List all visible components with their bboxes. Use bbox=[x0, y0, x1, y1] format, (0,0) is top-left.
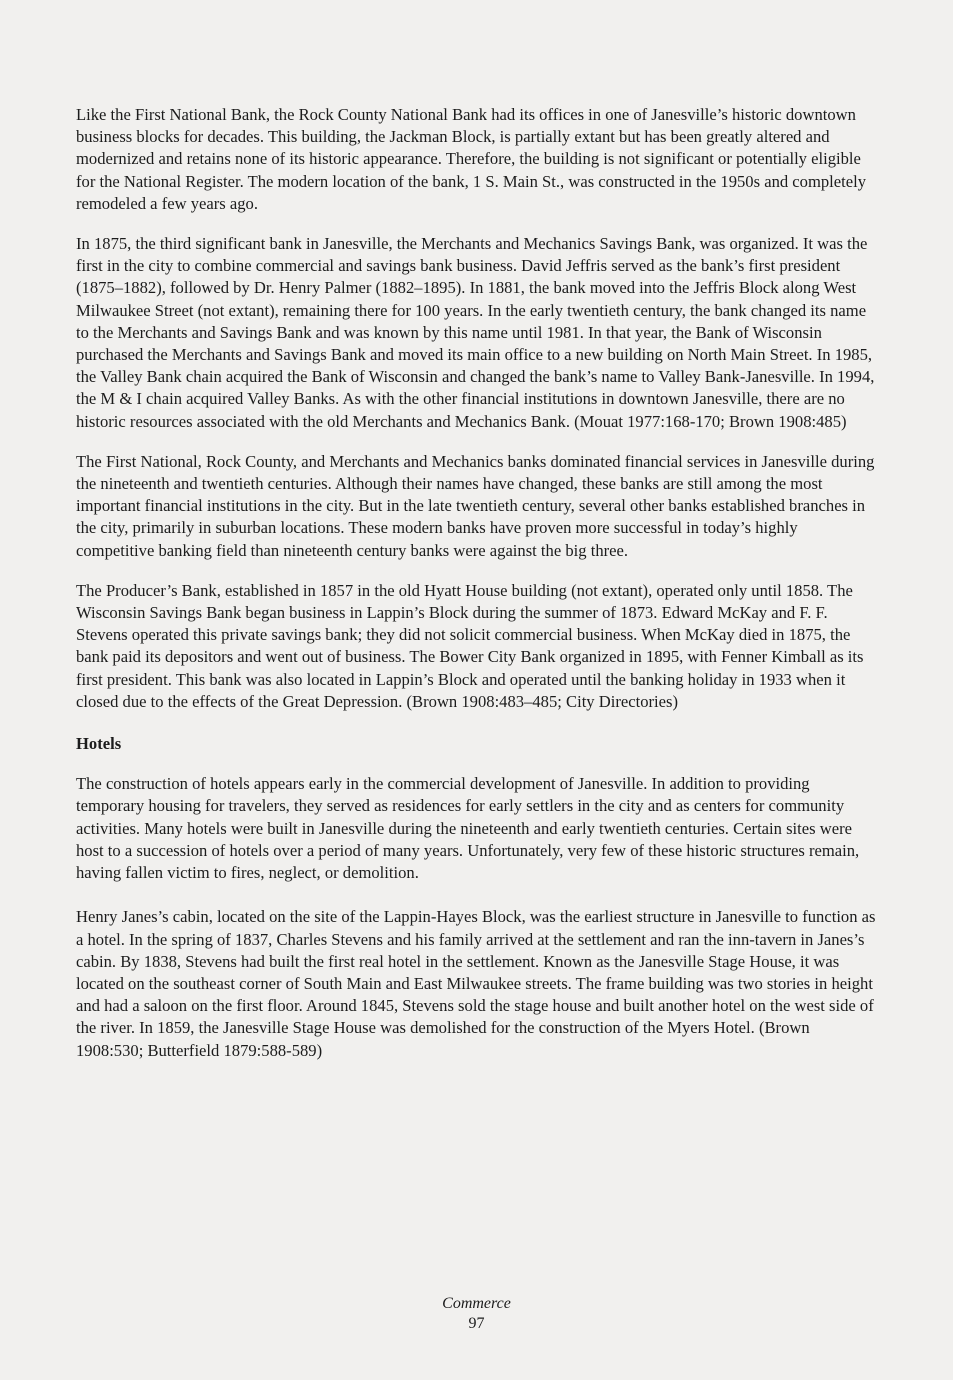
paragraph-rock-county-bank: Like the First National Bank, the Rock County National Bank had its offices in one of Janesville’s historic downtown business blocks for decades. This building, the Jackman Block, is partially extant but has been greatly altered and modernized and retains none of its historic appearance. Therefore, the building is not significant or potentially eligible for the National Register. The modern location of the bank, 1 S. Main St., was constructed in the 1950s and completely remodeled a few years ago. bbox=[76, 105, 867, 213]
paragraph-hotels-intro: The construction of hotels appears early in the commercial development of Janesville. In addition to providing temporary housing for travelers, they served as residences for early settlers in the city and as centers for community activities. Many hotels were built in Janesville during the nineteenth and early twentieth centuries. Certain sites were host to a succession of hotels over a period of many years. Unfortunately, very few of these historic structures remain, having fallen victim to fires, neglect, or demolition. bbox=[76, 774, 860, 883]
paragraph-merchants-mechanics-bank: In 1875, the third significant bank in Janesville, the Merchants and Mechanics Savings Bank, was organized. It was the first in the city to combine commercial and savings bank business. David Jeffris served as the bank’s first president (1875–1882), followed by Dr. Henry Palmer (1882–1895). In 1881, the bank moved into the Jeffris Block along West Milwaukee Street (not extant), remaining there for 100 years. In the early twentieth century, the bank changed its name to the Merchants and Savings Bank and was known by this name until 1981. In that year, the Bank of Wisconsin purchased the Merchants and Savings Bank and moved its main office to a new building on North Main Street. In 1985, the Valley Bank chain acquired the Bank of Wisconsin and changed the bank’s name to Valley Bank-Janesville. In 1994, the M & I chain acquired Valley Banks. As with the other financial institutions in downtown Janesville, there are no historic resources associated with the old Merchants and Mechanics Bank. (Mouat 1977:168-170; Brown 1908:485) bbox=[76, 234, 875, 431]
page-body bbox=[76, 104, 876, 1080]
page-number: 97 bbox=[468, 1315, 485, 1332]
paragraph-other-banks: The Producer’s Bank, established in 1857 in the old Hyatt House building (not extant), operated only until 1858. The Wisconsin Savings Bank began business in Lappin’s Block during the summer of 1873. Edward McKay and F. F. Stevens operated this private savings bank; they did not solicit commercial business. When McKay died in 1875, the bank paid its depositors and went out of business. The Bower City Bank organized in 1895, with Fenner Kimball as its first president. This bank was also located in Lappin’s Block and operated until the banking holiday in 1933 when it closed due to the effects of the Great Depression. (Brown 1908:483–485; City Directories) bbox=[76, 580, 864, 711]
paragraph-dominant-banks: The First National, Rock County, and Merchants and Mechanics banks dominated financial services in Janesville during the nineteenth and twentieth centuries. Although their names have changed, these banks are still among the most important financial institutions in the city. But in the late twentieth century, several other banks established branches in the city, primarily in suburban locations. These modern banks have proven more successful in today’s highly competitive banking field than nineteenth century banks were against the big three. bbox=[76, 451, 875, 560]
section-heading-hotels: Hotels bbox=[76, 734, 122, 754]
footer-section-title: Commerce bbox=[442, 1295, 511, 1312]
paragraph-janes-cabin: Henry Janes’s cabin, located on the site of the Lappin-Hayes Block, was the earliest structure in Janesville to function as a hotel. In the spring of 1837, Charles Stevens and his family arrived at the settlement and ran the inn-tavern in Janes’s cabin. By 1838, Stevens had built the first real hotel in the settlement. Known as the Janesville Stage House, it was located on the southeast corner of South Main and East Milwaukee streets. The frame building was two stories in height and had a saloon on the first floor. Around 1845, Stevens sold the stage house and built another hotel on the west side of the river. In 1859, the Janesville Stage House was demolished for the construction of the Myers Hotel. (Brown 1908:530; Butterfield 1879:588-589) bbox=[76, 907, 876, 1060]
page-footer bbox=[0, 1294, 953, 1334]
